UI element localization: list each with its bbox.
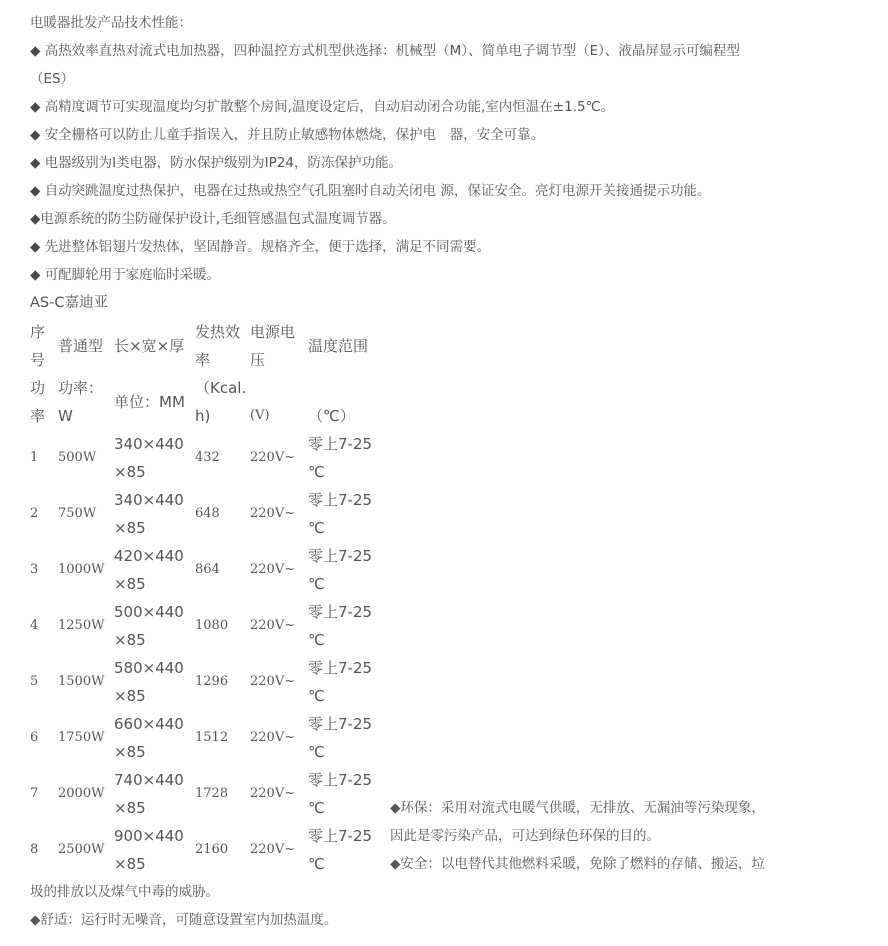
cell-temp-a: 零上7-25 — [308, 603, 373, 621]
cell-eff: 1512 — [195, 730, 229, 745]
feature-7: ◆ 先进整体铝翅片发热体，坚固静音。规格齐全，便于选择，满足不同需要。 — [30, 239, 491, 255]
feature-4: ◆ 电器级别为Ⅰ类电器，防水保护级别为IP24，防冻保护功能。 — [30, 155, 402, 171]
unit-temp: （℃） — [308, 407, 355, 425]
bullet-icon: ◆ — [30, 127, 41, 143]
bullet-icon: ◆ — [30, 155, 41, 171]
feature-8: ◆ 可配脚轮用于家庭临时采暖。 — [30, 267, 221, 283]
note-safe-cont: 圾的排放以及煤气中毒的威胁。 — [30, 884, 219, 900]
header-no-1: 序 — [30, 323, 46, 341]
cell-volt: 220V~ — [250, 674, 296, 689]
note-env-cont: 因此是零污染产品，可达到绿色环保的目的。 — [390, 828, 660, 844]
cell-eff: 1080 — [195, 618, 229, 633]
cell-temp-b: ℃ — [308, 743, 325, 761]
cell-temp-a: 零上7-25 — [308, 771, 373, 789]
unit-size: 单位：MM — [114, 393, 185, 411]
cell-size-b: ×85 — [114, 687, 146, 705]
header-volt-2: 压 — [250, 351, 266, 369]
cell-temp-b: ℃ — [308, 687, 325, 705]
unit-eff-1: （Kcal. — [195, 379, 247, 397]
cell-volt: 220V~ — [250, 506, 296, 521]
bullet-icon: ◆ — [30, 239, 41, 255]
cell-eff: 432 — [195, 450, 220, 465]
cell-volt: 220V~ — [250, 730, 296, 745]
unit-power-1: 功 — [30, 379, 46, 397]
cell-size-b: ×85 — [114, 743, 146, 761]
feature-1: ◆ 高热效率直热对流式电加热器，四种温控方式机型供选择：机械型（M）、简单电子调节型（E）、液晶屏显示可编程型 — [30, 43, 740, 59]
intro-title: 电暖器批发产品技术性能： — [30, 15, 192, 31]
feature-3: ◆ 安全栅格可以防止儿童手指误入，并且防止敏感物体燃烧，保护电 器，安全可靠。 — [30, 127, 545, 143]
cell-temp-b: ℃ — [308, 799, 325, 817]
cell-size-b: ×85 — [114, 519, 146, 537]
header-eff-2: 率 — [195, 351, 211, 369]
cell-size-b: ×85 — [114, 855, 146, 873]
header-type: 普通型 — [58, 337, 104, 355]
cell-volt: 220V~ — [250, 786, 296, 801]
unit-volt: (V) — [250, 408, 270, 423]
cell-no: 6 — [30, 730, 39, 745]
cell-size-a: 340×440 — [114, 435, 184, 453]
cell-no: 2 — [30, 506, 39, 521]
cell-size-a: 740×440 — [114, 771, 184, 789]
cell-eff: 648 — [195, 506, 220, 521]
bullet-icon: ◆ — [30, 99, 41, 115]
unit-eff-2: h) — [195, 407, 211, 425]
header-volt-1: 电源电 — [250, 323, 296, 341]
cell-no: 5 — [30, 674, 39, 689]
cell-size-a: 580×440 — [114, 659, 184, 677]
cell-temp-b: ℃ — [308, 631, 325, 649]
cell-size-b: ×85 — [114, 799, 146, 817]
cell-temp-b: ℃ — [308, 575, 325, 593]
cell-temp-a: 零上7-25 — [308, 435, 373, 453]
cell-volt: 220V~ — [250, 562, 296, 577]
cell-temp-b: ℃ — [308, 855, 325, 873]
bullet-icon: ◆ — [30, 43, 41, 59]
cell-size-b: ×85 — [114, 463, 146, 481]
feature-1-cont: （ES） — [30, 71, 75, 87]
bullet-icon: ◆ — [30, 183, 41, 199]
cell-size-a: 500×440 — [114, 603, 184, 621]
cell-volt: 220V~ — [250, 842, 296, 857]
cell-size-a: 340×440 — [114, 491, 184, 509]
cell-size-b: ×85 — [114, 631, 146, 649]
note-comfort: ◆舒适：运行时无噪音，可随意设置室内加热温度。 — [30, 912, 338, 928]
cell-power: 1000W — [58, 562, 105, 577]
cell-power: 1500W — [58, 674, 105, 689]
cell-no: 1 — [30, 450, 39, 465]
cell-volt: 220V~ — [250, 450, 296, 465]
feature-2: ◆ 高精度调节可实现温度均匀扩散整个房间,温度设定后，自动启动闭合功能,室内恒温在±1.5℃。 — [30, 99, 615, 115]
unit-power-2: 率 — [30, 407, 46, 425]
unit-type: 功率：W — [58, 379, 104, 425]
cell-temp-a: 零上7-25 — [308, 827, 373, 845]
cell-size-a: 900×440 — [114, 827, 184, 845]
cell-temp-a: 零上7-25 — [308, 491, 373, 509]
cell-eff: 1296 — [195, 674, 229, 689]
cell-eff: 864 — [195, 562, 220, 577]
cell-power: 750W — [58, 506, 97, 521]
model-name: AS-C嘉迪亚 — [30, 295, 108, 311]
cell-no: 4 — [30, 618, 39, 633]
note-env: ◆环保：采用对流式电暖气供暖，无排放、无漏油等污染现象， — [390, 800, 765, 816]
cell-temp-a: 零上7-25 — [308, 715, 373, 733]
cell-power: 1750W — [58, 730, 105, 745]
cell-no: 8 — [30, 842, 39, 857]
cell-eff: 2160 — [195, 842, 229, 857]
cell-size-b: ×85 — [114, 575, 146, 593]
cell-no: 3 — [30, 562, 39, 577]
note-safe: ◆安全：以电替代其他燃料采暖，免除了燃料的存储、搬运，垃 — [390, 856, 765, 872]
cell-power: 500W — [58, 450, 97, 465]
cell-volt: 220V~ — [250, 618, 296, 633]
cell-temp-b: ℃ — [308, 463, 325, 481]
feature-6: ◆电源系统的防尘防碰保护设计,毛细管感温包式温度调节器。 — [30, 211, 396, 227]
cell-power: 2000W — [58, 786, 105, 801]
cell-size-a: 660×440 — [114, 715, 184, 733]
cell-temp-a: 零上7-25 — [308, 659, 373, 677]
bullet-icon: ◆ — [30, 267, 41, 283]
header-eff-1: 发热效 — [195, 323, 241, 341]
cell-temp-b: ℃ — [308, 519, 325, 537]
header-temp: 温度范围 — [308, 337, 369, 355]
cell-eff: 1728 — [195, 786, 229, 801]
header-no-2: 号 — [30, 351, 46, 369]
cell-power: 2500W — [58, 842, 105, 857]
cell-no: 7 — [30, 786, 39, 801]
header-size: 长×宽×厚 — [114, 337, 185, 355]
feature-5: ◆ 自动突跳温度过热保护，电器在过热或热空气孔阻塞时自动关闭电 源，保证安全。亮灯电源开关接通提示功能。 — [30, 183, 711, 199]
cell-size-a: 420×440 — [114, 547, 184, 565]
cell-temp-a: 零上7-25 — [308, 547, 373, 565]
cell-power: 1250W — [58, 618, 105, 633]
bullet-icon: ◆ — [30, 211, 41, 227]
